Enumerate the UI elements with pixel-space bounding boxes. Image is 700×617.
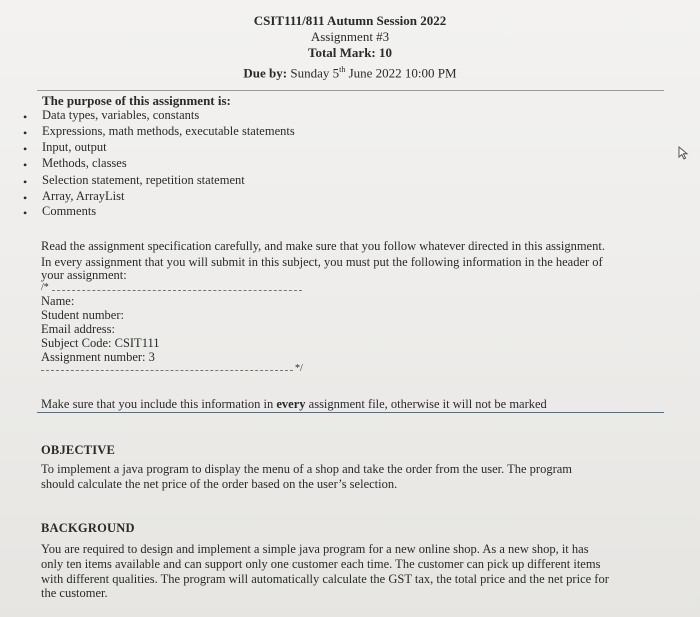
bullet-icon: • (23, 175, 28, 189)
comment-open: /* (41, 282, 49, 293)
bullet-icon: • (23, 110, 28, 124)
instructions-line-2: In every assignment that you will submit in this subject, you must put the following information in the header of (41, 255, 603, 269)
objective-line-1: To implement a java program to display the menu of a shop and take the order from the user. The program (41, 462, 573, 476)
course-title: CSIT111/811 Autumn Session 2022 (253, 13, 447, 28)
field-name: Name: (41, 294, 75, 308)
background-line-3: with different qualities. The program will automatically calculate the GST tax, the total price and the net price for (41, 572, 609, 586)
comment-dash-top (52, 290, 302, 291)
background-line-2: only ten items available and can support only one customer each time. The customer can pick up different items (41, 557, 601, 571)
total-mark: Total Mark: 10 (307, 45, 393, 60)
bullet-icon: • (23, 126, 28, 140)
due-label: Due by: (243, 65, 288, 81)
due-rest: June 2022 10:00 PM (345, 65, 457, 81)
background-line-4: the customer. (41, 586, 108, 600)
field-subject-code: Subject Code: CSIT111 (41, 336, 160, 350)
comment-dash-bottom (41, 370, 293, 371)
mouse-pointer-icon (678, 146, 690, 160)
comment-close: */ (295, 363, 303, 374)
bullet-icon: • (23, 158, 28, 172)
due-day: Sunday 5 (290, 65, 340, 81)
info-note: Make sure that you include this information in every assignment file, otherwise it will not be marked (41, 397, 547, 411)
assignment-number: Assignment #3 (310, 29, 390, 44)
background-title: BACKGROUND (41, 521, 135, 535)
objective-title: OBJECTIVE (41, 443, 116, 457)
header-divider (37, 90, 664, 91)
note-divider (37, 412, 664, 413)
objective-line-2: should calculate the net price of the order based on the user’s selection. (41, 477, 398, 491)
due-date (0, 62, 700, 81)
bullet-icon: • (23, 206, 28, 220)
purpose-title: The purpose of this assignment is: (42, 93, 231, 108)
bullet-icon: • (23, 142, 28, 156)
background-line-1: You are required to design and implement a simple java program for a new online shop. As a new shop, it has (41, 542, 589, 556)
instructions-line-3: your assignment: (41, 268, 127, 282)
field-student-number: Student number: (41, 308, 124, 322)
field-email: Email address: (41, 322, 115, 336)
field-assignment-number: Assignment number: 3 (41, 350, 155, 364)
due-sup: th (339, 65, 346, 74)
instructions-line-1: Read the assignment specification carefully, and make sure that you follow whatever directed in this assignment. (41, 239, 605, 253)
bullet-icon: • (23, 191, 28, 205)
